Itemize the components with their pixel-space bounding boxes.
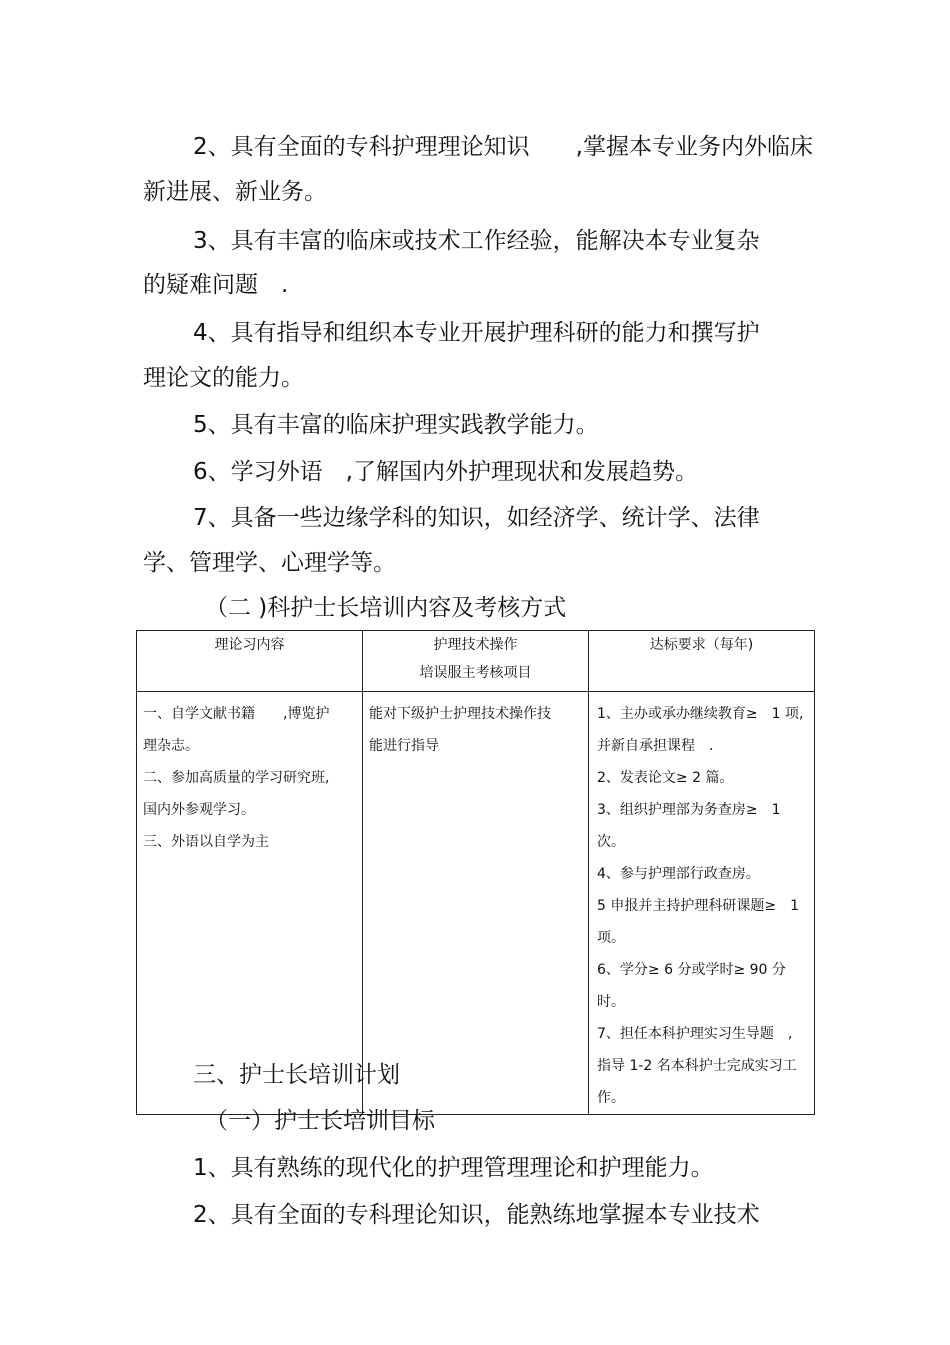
paragraph-4-line2: 理论文的能力。 xyxy=(143,365,304,391)
section3-subtitle: （一）护士长培训目标 xyxy=(205,1108,435,1134)
list-item: 4、参与护理部行政查房。 xyxy=(597,866,760,882)
section3-paragraph-2: 2、具有全面的专科理论知识，能熟练地掌握本专业技术 xyxy=(193,1202,760,1228)
paragraph-7-line2: 学、管理学、心理学等。 xyxy=(143,550,396,576)
header-skill-operation xyxy=(363,631,589,692)
list-item: 能进行指导 xyxy=(369,738,439,754)
list-item: 理杂志。 xyxy=(143,738,199,754)
paragraph-5: 5、具有丰富的临床护理实践教学能力。 xyxy=(193,412,599,438)
paragraph-6: 6、学习外语 ,了解国内外护理现状和发展趋势。 xyxy=(193,459,698,485)
standard-requirement-cell xyxy=(589,692,815,1115)
header-standard-label: 达标要求（每年) xyxy=(649,637,754,653)
list-item: 能对下级护士护理技术操作技 xyxy=(369,706,551,722)
list-item: 国内外参观学习。 xyxy=(143,802,255,818)
list-item: 三、外语以自学为主 xyxy=(143,834,269,850)
section3-title: 三、护士长培训计划 xyxy=(193,1062,400,1088)
list-item: 2、发表论文≥ 2 篇。 xyxy=(597,770,734,786)
list-item: 指导 1-2 名本科护士完成实习工 xyxy=(597,1058,797,1074)
theory-content-cell xyxy=(137,692,363,1115)
skill-operation-cell xyxy=(363,692,589,1115)
paragraph-3-line1: 3、具有丰富的临床或技术工作经验，能解决本专业复杂 xyxy=(193,228,760,254)
table-header-row xyxy=(137,631,815,692)
list-item: 3、组织护理部为务查房≥ 1 次。 xyxy=(597,802,781,850)
training-requirements-table xyxy=(136,630,815,1115)
paragraph-2-line1: 2、具有全面的专科护理理论知识 ,掌握本专业务内外临床 xyxy=(193,134,813,160)
list-item: 一、自学文献书籍 ,博览护 xyxy=(143,706,330,722)
list-item: 5 申报并主持护理科研课题≥ 1 xyxy=(597,898,799,914)
header-skill-line2: 培误服主考核项目 xyxy=(419,665,532,681)
paragraph-4-line1: 4、具有指导和组织本专业开展护理科研的能力和撰写护 xyxy=(193,320,760,346)
header-theory-content xyxy=(137,631,363,692)
table-body-row xyxy=(137,692,815,1115)
section-title: （二 )科护士长培训内容及考核方式 xyxy=(205,595,567,621)
paragraph-3-line2: 的疑难问题 . xyxy=(143,272,289,298)
list-item: 二、参加高质量的学习研究班, xyxy=(143,770,330,786)
list-item: 6、学分≥ 6 分或学时≥ 90 分时。 xyxy=(597,962,786,1010)
header-theory-label: 理论习内容 xyxy=(214,637,285,653)
list-item: 并新自承担课程 . xyxy=(597,738,714,754)
list-item: 7、担任本科护理实习生导题 , xyxy=(597,1026,793,1042)
section3-paragraph-1: 1、具有熟练的现代化的护理管理理论和护理能力。 xyxy=(193,1155,714,1181)
header-standard-requirement xyxy=(589,631,815,692)
list-item: 1、主办或承办继续教育≥ 1 项, xyxy=(597,706,804,722)
list-item: 作。 xyxy=(597,1090,625,1106)
paragraph-7-line1: 7、具备一些边缘学科的知识，如经济学、统计学、法律 xyxy=(193,505,760,531)
header-skill-line1: 护理技术操作 xyxy=(433,637,518,653)
paragraph-2-line2: 新进展、新业务。 xyxy=(143,179,327,205)
list-item: 项。 xyxy=(597,930,625,946)
